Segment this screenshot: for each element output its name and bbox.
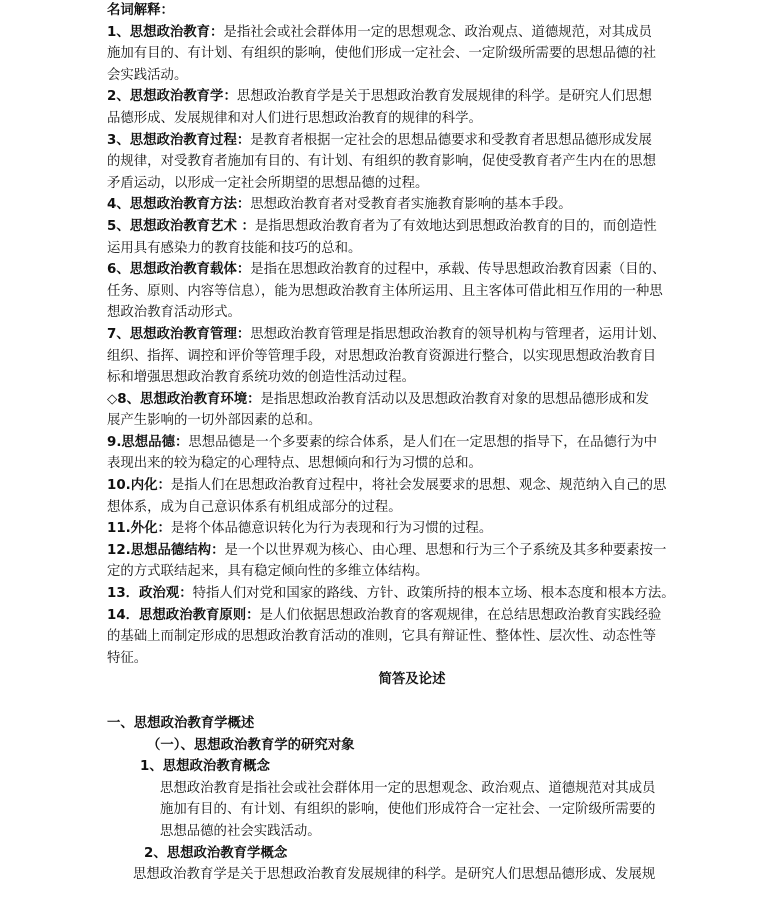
definition-item [107, 259, 687, 324]
definition-item [107, 605, 687, 670]
term-label: 12.思想品德结构： [107, 542, 225, 558]
definition-text: 的规律，对受教育者施加有目的、有计划、有组织的教育影响，促使受教育者产生内在的思想 [107, 154, 657, 170]
page-title: 名词解释： [107, 3, 174, 18]
definition-item [107, 22, 687, 87]
definition-item [107, 324, 687, 389]
definition-text: 表现出来的较为稳定的心理特点、思想倾向和行为习惯的总和。 [107, 456, 482, 472]
term-label: 4、思想政治教育方法： [107, 197, 251, 213]
definition-text: 是将个体品德意识转化为行为表现和行为习惯的过程。 [170, 521, 493, 537]
definition-item [107, 389, 687, 432]
definition-item [107, 86, 687, 129]
definition-text: 思想政治教育学是关于思想政治教育发展规律的科学。是研究人们思想 [236, 89, 652, 105]
definition-text: 想体系，成为自己意识体系有机组成部分的过程。 [107, 499, 402, 515]
document-page [107, 0, 687, 886]
definition-item [107, 583, 687, 605]
term-label: 10.内化： [107, 478, 171, 494]
definition-text: 想政治教育活动形式。 [107, 305, 241, 321]
term-label: 2、思想政治教育学： [107, 89, 237, 105]
definition-item [107, 518, 687, 540]
definition-text: 是人们依据思想政治教育的客观规律，在总结思想政治教育实践经验 [259, 607, 662, 623]
term-label: 14．思想政治教育原则： [107, 607, 260, 623]
term-label: 3、思想政治教育过程： [107, 132, 251, 148]
term-label: ◇8、思想政治教育环境： [107, 391, 261, 407]
definition-text: 运用具有感染力的教育技能和技巧的总和。 [107, 240, 362, 256]
term-label: 5、思想政治教育艺术 ： [107, 218, 255, 234]
definition-item [107, 216, 687, 259]
outline-heading-3: 2、思想政治教育学概念 [144, 845, 288, 861]
definition-item [107, 475, 687, 518]
definition-text: 是一个以世界观为核心、由心理、思想和行为三个子系统及其多种要素按一 [224, 542, 667, 558]
outline-heading-3: 1、思想政治教育概念 [140, 759, 270, 775]
paragraph-line: 思想政治教育学是关于思想政治教育发展规律的科学。是研究人们思想品德形成、发展规 [133, 867, 656, 883]
paragraph-line: 思想政治教育是指社会或社会群体用一定的思想观念、政治观点、道德规范对其成员 [160, 780, 656, 796]
definition-text: 是教育者根据一定社会的思想品德要求和受教育者思想品德形成发展 [250, 132, 652, 148]
definition-text: 定的方式联结起来，具有稳定倾向性的多维立体结构。 [107, 564, 429, 580]
paragraph-line: 思想品德的社会实践活动。 [160, 823, 321, 839]
outline-heading-2: （一）、思想政治教育学的研究对象 [147, 737, 355, 753]
term-label: 13．政治观： [107, 586, 193, 602]
definition-text: 品德形成、发展规律和对人们进行思想政治教育的规律的科学。 [107, 110, 482, 126]
definition-text: 是指思想政治教育者为了有效地达到思想政治教育的目的，而创造性 [254, 218, 657, 234]
section-title: 简答及论述 [378, 672, 446, 688]
definition-text: 组织、指挥、调控和评价等管理手段，对思想政治教育资源进行整合，以实现思想政治教育目 [107, 348, 657, 364]
definition-item [107, 540, 687, 583]
definition-text: 的基础上而制定形成的思想政治教育活动的准则，它具有辩证性、整体性、层次性、动态性等 [107, 629, 657, 645]
spacer [107, 691, 687, 713]
definition-text: 施加有目的、有计划、有组织的影响，使他们形成一定社会、一定阶级所需要的思想品德的社 [107, 46, 657, 62]
definition-text: 思想政治教育者对受教育者实施教育影响的基本手段。 [250, 197, 572, 213]
definition-text: 思想品德是一个多要素的综合体系，是人们在一定思想的指导下，在品德行为中 [188, 434, 658, 450]
definition-text: 矛盾运动，以形成一定社会所期望的思想品德的过程。 [107, 175, 429, 191]
definition-text: 是指社会或社会群体用一定的思想观念、政治观点、道德规范，对其成员 [223, 24, 652, 40]
term-label: 11.外化： [107, 521, 171, 537]
definition-text: 展产生影响的一切外部因素的总和。 [107, 413, 322, 429]
term-label: 1、思想政治教育： [107, 24, 224, 40]
definition-text: 会实践活动。 [107, 67, 188, 83]
term-label: 7、思想政治教育管理： [107, 326, 251, 342]
definition-text: 标和增强思想政治教育系统功效的创造性活动过程。 [107, 370, 415, 386]
definition-text: 是指思想政治教育活动以及思想政治教育对象的思想品德形成和发 [260, 391, 649, 407]
term-label: 6、思想政治教育载体： [107, 262, 251, 278]
definition-item [107, 130, 687, 195]
definition-text: 思想政治教育管理是指思想政治教育的领导机构与管理者，运用计划、 [250, 326, 666, 342]
definition-text: 是指在思想政治教育的过程中，承载、传导思想政治教育因素（目的、 [250, 262, 666, 278]
term-label: 9.思想品德： [107, 434, 189, 450]
paragraph-line: 施加有目的、有计划、有组织的影响，使他们形成符合一定社会、一定阶级所需要的 [160, 802, 656, 818]
definition-text: 特征。 [107, 650, 148, 666]
definition-item [107, 432, 687, 475]
outline-heading-1: 一、思想政治教育学概述 [107, 716, 255, 731]
definition-item [107, 194, 687, 216]
definition-text: 是指人们在思想政治教育过程中，将社会发展要求的思想、观念、规范纳入自己的思 [170, 478, 667, 494]
definition-text: 任务、原则、内容等信息），能为思想政治教育主体所运用、且主客体可借此相互作用的一种思 [107, 283, 663, 299]
definition-text: 特指人们对党和国家的路线、方针、政策所持的根本立场、根本态度和根本方法。 [192, 586, 675, 602]
